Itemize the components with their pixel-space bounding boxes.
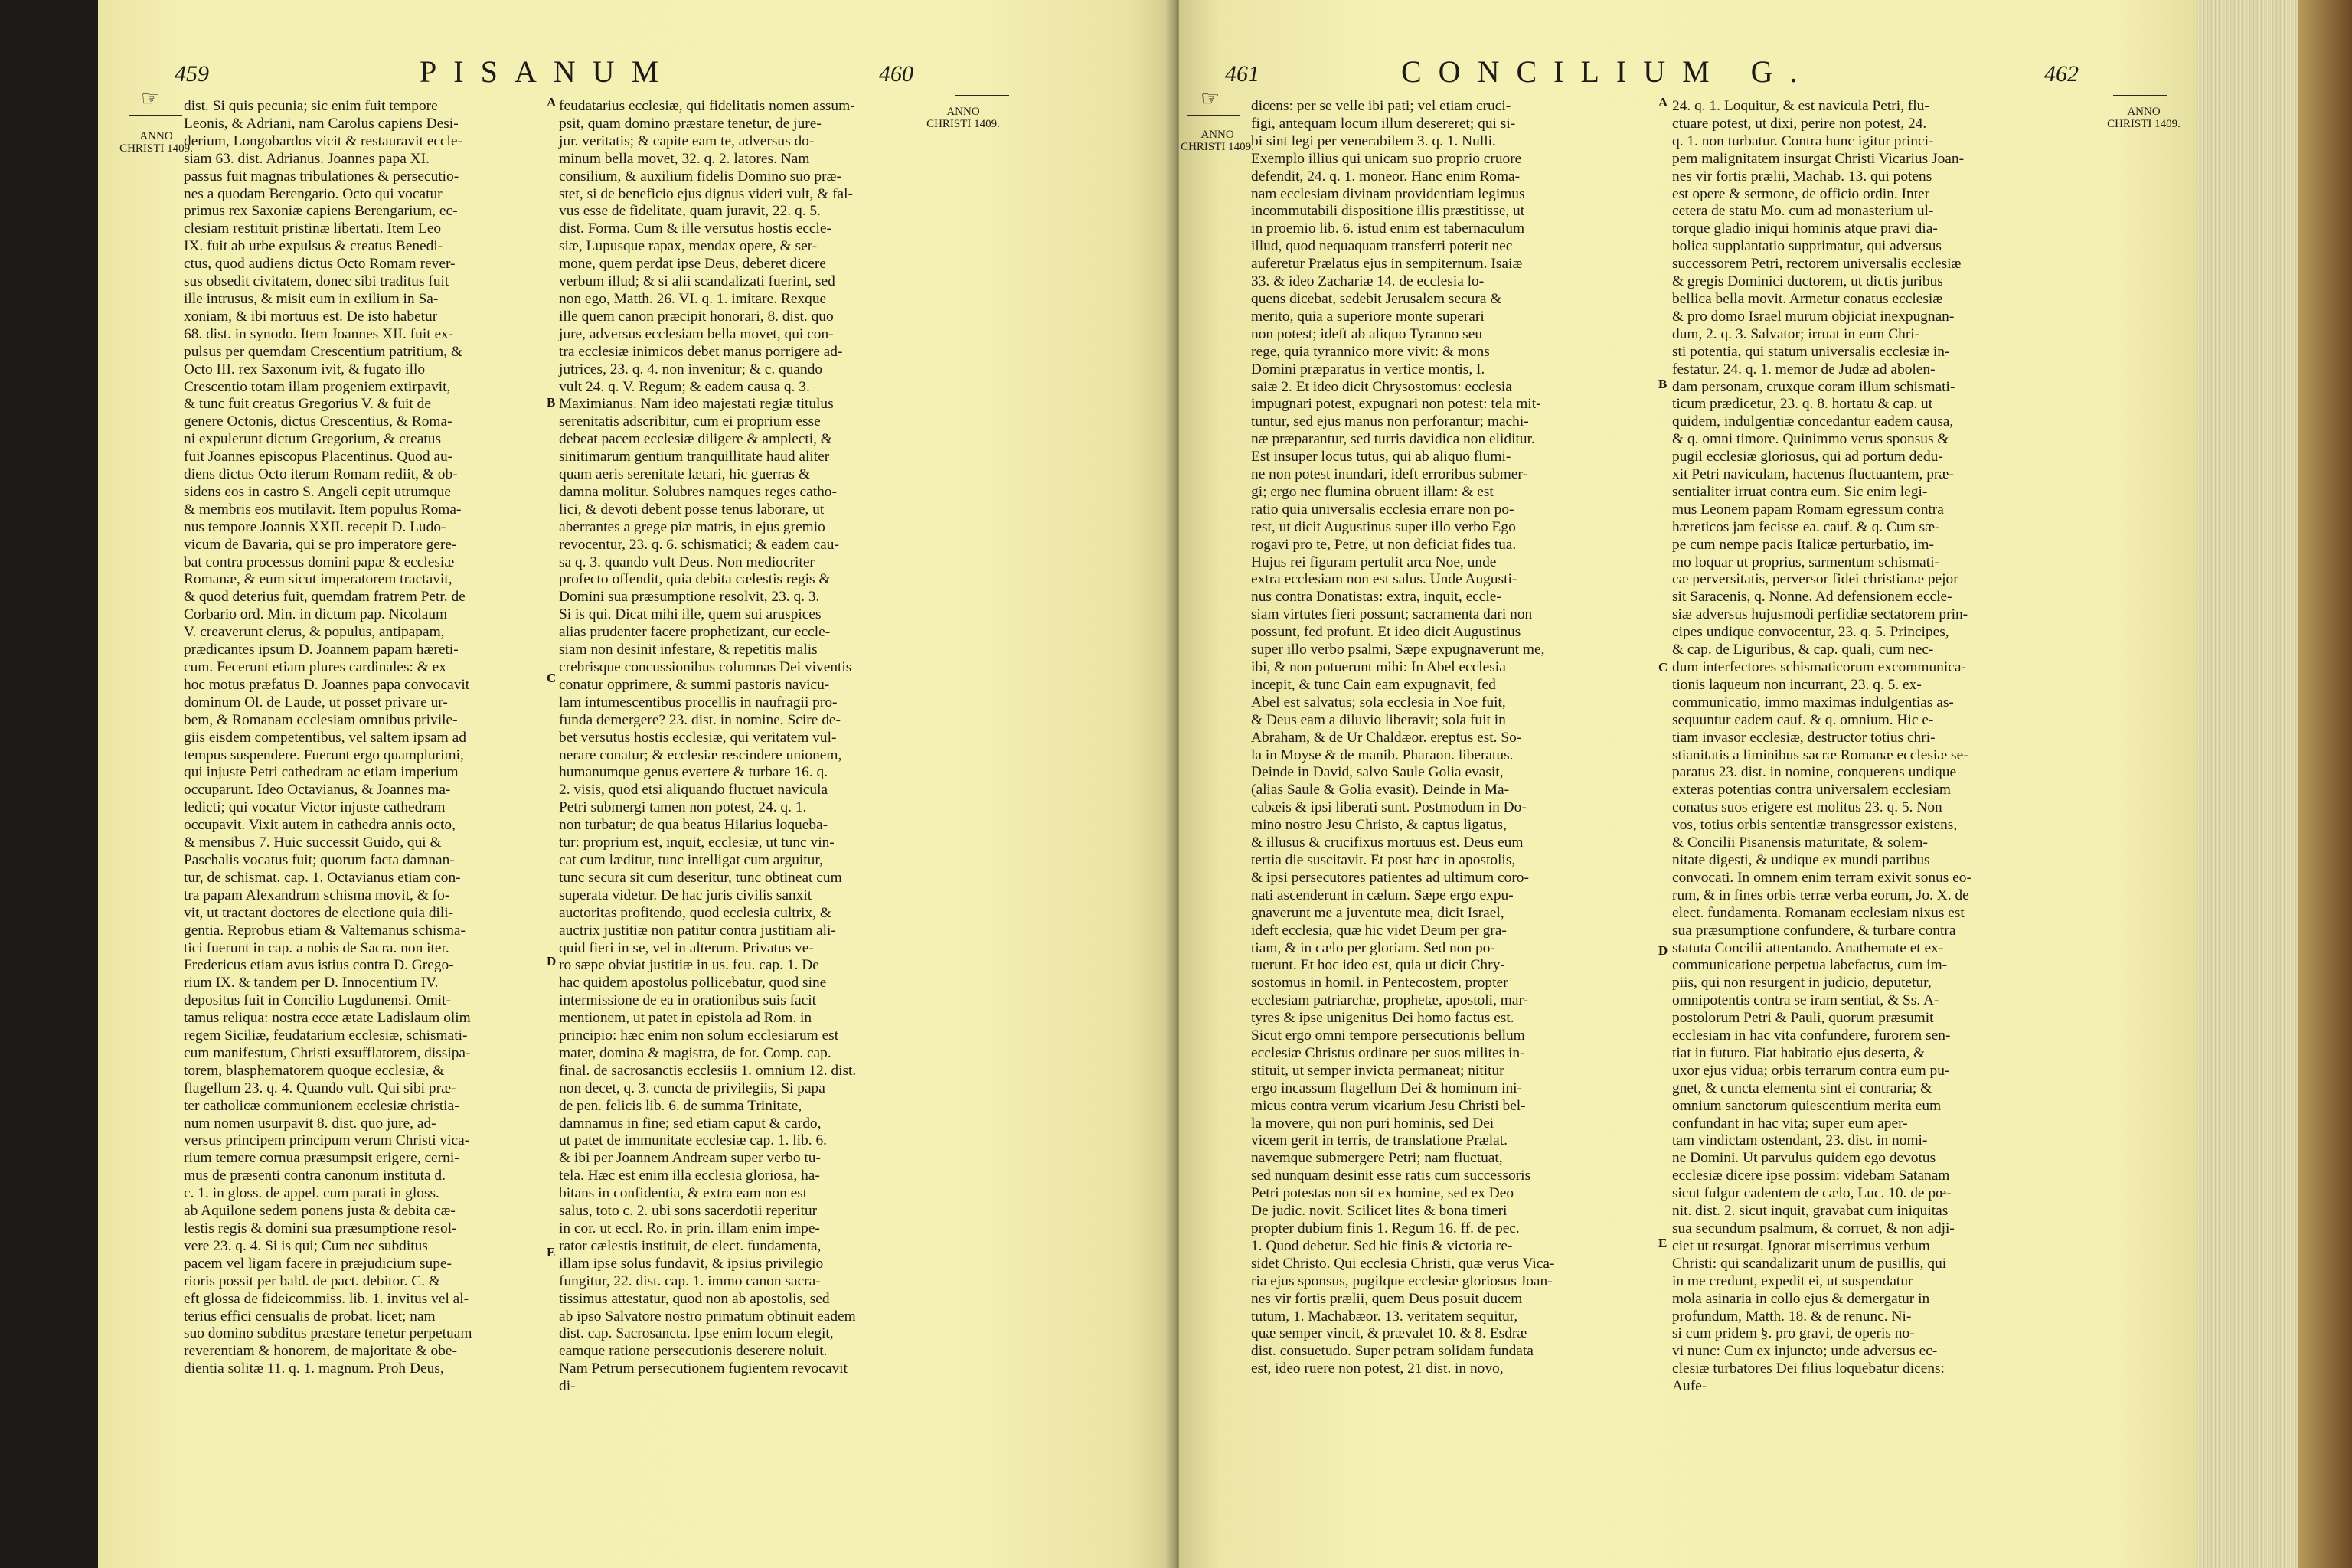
margin-note-anno-christi: ANNO CHRISTI 1409. [119, 130, 193, 155]
section-letter-b: B [547, 395, 556, 410]
left-page-number-a: 459 [175, 61, 209, 87]
margin-dash-right [956, 95, 1009, 96]
left-running-head: PISANUM [420, 54, 676, 89]
section-letter-e: E [547, 1245, 556, 1259]
margin-dash-left-right-page [1187, 115, 1240, 116]
right-running-head: CONCILIUM G. [1401, 54, 1815, 89]
section-letter-c: C [547, 671, 557, 685]
right-page [1179, 0, 2197, 1568]
section-letter-a-rp: A [1658, 95, 1668, 109]
section-letter-e-rp: E [1658, 1236, 1668, 1250]
margin-dash-left [129, 115, 182, 116]
section-letter-d: D [547, 954, 557, 969]
left-page-column-2: feudatarius ecclesiæ, qui fidelitatis nomen assum- psit, quam domino præstare tenetur, de jure- jur. veritatis; & capite eam te, adversus do- minum bella movet, 32. q. 2. latores. Nam consilium, & auxilium fidelis Domino suo præ- stet, si de beneficio ejus dignus videri vult, & fal- vus esse de fidelitate, quam juravit, 22. q. 5. dist. Forma. Cum & ille versutus hostis eccle- siæ, Lupusque rapax, mendax opere, & ser- mone, quem perdat ipse Deus, deberet dicere verbum illud; & si alii scandalizati fuerint, sed non ego, Matth. 26. VI. q. 1. imitare. Rexque ille quem canon præcipit honorari, 8. dist. quo jure, adversus ecclesiam bella movet, qui con- tra ecclesiæ inimicos debet manus porrigere ad- jutrices, 23. q. 4. non invenitur; & c. quando vult 24. q. V. Regum; & eadem causa q. 3. Maximianus. Nam ideo majestati regiæ titulus serenitatis adscribitur, cum ei proprium esse debeat pacem ecclesiæ diligere & amplecti, & sinitimarum gentium tranquillitate haud aliter quam aeris serenitate lætari, hic guerras & damna molitur. Solubres namques reges catho- lici, & devoti debent posse tenus laborare, ut aberrantes a grege piæ matris, in ejus gremio revocentur, 23. q. 6. schismatici; & eadem cau- sa q. 3. quando vult Deus. Non mediocriter profecto offendit, quia debita cælestis regis & Domini sua præsumptione resolvit, 23. q. 3. Si is qui. Dicat mihi ille, quem sui aruspices alias prudenter facere prophetizant, cur eccle- siam non desinit infestare, & repetitis malis crebrisque concussionibus columnas Dei viventis conatur opprimere, & summi pastoris navicu- lam intumescentibus procellis in naufragii pro- funda demergere? 23. dist. in nomine. Scire de- bet versutus hostis ecclesiæ, qui veritatem vul- nerare conatur; & ecclesiæ rescindere unionem, humanumque genus evertere & turbare 16. q. 2. visis, quod etsi aliquando fluctuet navicula Petri submergi tamen non potest, 24. q. 1. non turbatur; de qua beatus Hilarius loqueba- tur: proprium est, inquit, ecclesiæ, ut tunc vin- cat cum læditur, tunc intelligat cum arguitur, tunc secura sit cum deseritur, tunc obtineat cum superata videtur. De hac juris civilis sanxit auctoritas profitendo, quod ecclesia cultrix, & auctrix justitiæ non patitur contra justitiam ali- quid fieri in se, vel in alterum. Privatus ve- ro sæpe obviat justitiæ in us. feu. cap. 1. De hac quidem apostolus pollicebatur, quod sine intermissione de ea in orationibus suis facit mentionem, ut patet in epistola ad Rom. in principio: hæc enim non solum ecclesiarum est mater, domina & magistra, de for. Comp. cap. final. de sacrosanctis ecclesiis 1. omnium 12. dist. non decet, q. 3. cuncta de privilegiis, Si papa de pen. felicis lib. 6. de summa Trinitate, damnamus in fine; sed etiam caput & cardo, ut patet de immunitate ecclesiæ cap. 1. lib. 6. & ibi per Joannem Andream super verbo tu- tela. Hæc est enim illa ecclesia gloriosa, ha- bitans in confidentia, & extra eam non est salus, toto c. 2. ubi sons sacerdotii reperitur in cor. ut eccl. Ro. in prin. illam enim impe- rator cælestis instituit, de elect. fundamenta, illam ipse solus fundavit, & ipsius privilegio fungitur, 22. dist. cap. 1. immo canon sacra- tissimus attestatur, quod non ab apostolis, sed ab ipso Salvatore nostro primatum obtinuit eadem dist. cap. Sacrosancta. Ipse enim locum elegit, eamque ratione persecutionis deserere noluit. Nam Petrum persecutionem fugientem revocavit di- [559, 98, 857, 1395]
left-page-header [98, 54, 1173, 92]
left-page-column-1: dist. Si quis pecunia; sic enim fuit tempore Leonis, & Adriani, nam Carolus capiens Desi- derium, Longobardos vicit & restauravit eccle- siam 63. dist. Adrianus. Joannes papa XI. passus fuit magnas tribulationes & persecutio- nes a quodam Berengario. Octo qui vocatur primus rex Saxoniæ capiens Berengarium, ec- clesiam restituit pristinæ libertati. Item Leo IX. fuit ab urbe expulsus & creatus Benedi- ctus, quod audiens dictus Octo Romam rever- sus obsedit civitatem, donec sibi traditus fuit ille intrusus, & misit eum in exilium in Sa- xoniam, & ibi mortuus est. De isto habetur 68. dist. in synodo. Item Joannes XII. fuit ex- pulsus per quemdam Crescentium patritium, & Octo III. rex Saxonum ivit, & fugato illo Crescentio totam illam progeniem extirpavit, & tunc fuit creatus Gregorius V. & fuit de genere Octonis, dictus Crescentius, & Roma- ni expulerunt dictum Gregorium, & creatus fuit Joannes episcopus Placentinus. Quod au- diens dictus Octo iterum Romam rediit, & ob- sidens eos in castro S. Angeli cepit utrumque & membris eos mutilavit. Item populus Roma- nus tempore Joannis XXII. recepit D. Ludo- vicum de Bavaria, qui se pro imperatore gere- bat contra processus domini papæ & ecclesiæ Romanæ, & eum sicut imperatorem tractavit, & quod deterius fuit, quemdam fratrem Petr. de Corbario ord. Min. in dictum pap. Nicolaum V. creaverunt clerus, & populus, antipapam, prædicantes ipsum D. Joannem papam hæreti- cum. Fecerunt etiam plures cardinales: & ex hoc motus præfatus D. Joannes papa convocavit dominum Ol. de Laude, ut posset privare ur- bem, & Romanam ecclesiam omnibus privile- giis eisdem competentibus, vel saltem ipsam ad tempus suspendere. Fuerunt ergo quamplurimi, qui injuste Petri cathedram ac etiam imperium occuparunt. Ideo Octavianus, & Joannes ma- ledicti; qui vocatur Victor injuste cathedram occupavit. Vixit autem in cathedra annis octo, & mensibus 7. Huic successit Guido, qui & Paschalis vocatus fuit; quorum facta damnan- tur, de schismat. cap. 1. Octavianus etiam con- tra papam Alexandrum schisma movit, & fo- vit, ut tractant doctores de electione quia dili- gentia. Reprobus etiam & Valtemanus schisma- tici fuerunt in cap. a nobis de Sacra. non iter. Fredericus etiam avus istius contra D. Grego- rium IX. & tandem per D. Innocentium IV. depositus fuit in Concilio Lugdunensi. Omit- tamus reliqua: nostra ecce ætate Ladislaum olim regem Siciliæ, feudatarium ecclesiæ, schismati- cum manifestum, Christi exsufflatorem, dissipa- torem, blasphematorem quoque ecclesiæ, & flagellum 23. q. 4. Quando vult. Qui sibi præ- ter catholicæ communionem ecclesiæ christia- num nomen usurpavit 8. dist. quo jure, ad- versus principem principum verum Christi vica- rium temere cornua præsumpsit erigere, cerni- mus de præsenti contra canonum instituta d. c. 1. in gloss. de appel. cum parati in gloss. ab Aquilone sedem ponens justa & debita cæ- lestis regis & domini sua præsumptione resol- vere 23. q. 4. Si is qui; Cum nec subditus pacem vel ligam facere in præjudicium supe- rioris possit per bald. de pact. debitor. C. & eft glossa de fideicommiss. lib. 1. invitus vel al- terius effici censualis de probat. licet; nam suo domino subditus præstare tenetur perpetuam reverentiam & honorem, de majoritate & obe- dientia solitæ 11. q. 1. magnum. Proh Deus, [184, 98, 472, 1377]
section-letter-c-rp: C [1658, 660, 1668, 675]
pointing-hand-icon: ☞ [141, 87, 161, 111]
right-page-column-1: dicens: per se velle ibi pati; vel etiam cruci- figi, antequam locum illum desereret; qui si- bi sint legi per venerabilem 3. q. 1. Nulli. Exemplo illius qui unicam suo proprio cruore defendit, 24. q. 1. moneor. Hanc enim Roma- nam ecclesiam divinam providentiam legimus incommutabili dispositione illis præstitisse, ut in proemio lib. 6. istud enim est tabernaculum illud, quod nequaquam transferri poterit nec auferetur Prælatus ejus in sempiternum. Isaiæ 33. & ideo Zachariæ 14. de ecclesia lo- quens dicebat, sedebit Jerusalem secura & merito, quia a superiore monte superari non potest; ideft ab aliquo Tyranno seu rege, quia tyrannico more vivit: & mons Domini præparatus in vertice montis, I. saiæ 2. Et ideo dicit Chrysostomus: ecclesia impugnari potest, expugnari non potest: tela mit- tuntur, sed ejus manus non perforantur; machi- næ præparantur, sed turris davidica non eliditur. Est insuper locus tutus, qui ab aliquo flumi- ne non potest inundari, ideft erroribus submer- gi; ergo nec flumina obruent illam: & est ratio quia universalis ecclesia errare non po- test, ut dicit Augustinus super illo verbo Ego rogavi pro te, Petre, ut non deficiat fides tua. Hujus rei figuram pertulit arca Noe, unde extra ecclesiam non est salus. Unde Augusti- nus contra Donatistas: extra, inquit, eccle- siam virtutes fieri possunt; sacramenta dari non possunt, fed profunt. Et ideo dicit Augustinus super illo verbo psalmi, Sæpe expugnaverunt me, ibi, & non potuerunt mihi: In Abel ecclesia incepit, & tunc Cain eam expugnavit, fed Abel est salvatus; sola ecclesia in Noe fuit, & Deus eam a diluvio liberavit; sola fuit in Abraham, & de Ur Chaldæor. ereptus est. So- la in Moyse & de manib. Pharaon. liberatus. Deinde in David, salvo Saule Golia evasit, (alias Saule & Golia evasit). Deinde in Ma- cabæis & ipsi liberati sunt. Postmodum in Do- mino nostro Jesu Christo, & captus ligatus, & illusus & crucifixus mortuus est. Deus eum tertia die suscitavit. Et post hæc in apostolis, & ipsi persecutores patientes ad ultimum coro- nati ascenderunt in cælum. Sæpe ergo expu- gnaverunt me a juventute mea, dicit Israel, ideft ecclesia, quæ hic videt Deum per gra- tiam, & in cælo per gloriam. Sed non po- tuerunt. Et hoc ideo est, quia ut dicit Chry- sostomus in homil. in Pentecostem, propter ecclesiam patriarchæ, prophetæ, apostoli, mar- tyres & ipse unigenitus Dei homo factus est. Sicut ergo omni tempore persecutionis bellum ecclesiæ Christus ordinare per suos milites in- stituit, ut semper invicta permaneat; nititur ergo incassum flagellum Dei & hominum ini- micus contra verum vicarium Jesu Christi bel- la movere, qui non puri hominis, sed Dei vicem gerit in terris, de translatione Prælat. navemque submergere Petri; nam fluctuat, sed nunquam desinit esse ratis cum successoris Petri potestas non sit ex homine, sed ex Deo De judic. novit. Scilicet lites & bona timeri propter dubium finis 1. Regum 16. ff. de pec. 1. Quod debetur. Sed hic finis & victoria re- sidet Christo. Qui ecclesia Christi, quæ verus Vica- ria ejus sponsus, pugilque ecclesiæ gloriosus Joan- nes vir fortis prælii, quem Deus posuit ducem tutum, 1. Machabæor. 13. veritatem sequitur, quæ semper vincit, & prævalet 10. & 8. Esdræ dist. consuetudo. Super petram solidam fundata est, ideo ruere non potest, 21 dist. in novo, [1251, 98, 1555, 1377]
right-page-number-a: 461 [1225, 61, 1259, 87]
margin-dash-right-right-page [2113, 95, 2167, 96]
pointing-hand-icon-right: ☞ [1200, 87, 1220, 111]
right-page-header [1179, 54, 2197, 92]
section-letter-d-rp: D [1658, 943, 1668, 958]
left-page [98, 0, 1173, 1568]
left-page-number-b: 460 [879, 61, 913, 87]
section-letter-b-rp: B [1658, 377, 1668, 391]
margin-note-anno-christi-rp-right: ANNO CHRISTI 1409. [2107, 106, 2180, 130]
right-page-column-2: 24. q. 1. Loquitur, & est navicula Petri, flu- ctuare potest, ut dixi, perire non potest, 24. q. 1. non turbatur. Contra hunc igitur princi- pem malignitatem insurgat Christi Vicarius Joan- nes vir fortis prælii, Machab. 13. qui potens est opere & sermone, de officio ordin. Inter cetera de statu Mo. cum ad monasterium ul- torque gladio iniqui hominis atque pravi dia- bolica supplantatio supprimatur, qui adversus successorem Petri, rectorem universalis ecclesiæ & gregis Dominici ductorem, ut dictis juribus bellica bella movit. Armetur conatus ecclesiæ & pro domo Israel murum objiciat inexpugnan- dum, 2. q. 3. Salvator; irruat in eum Chri- sti potentia, qui statum universalis ecclesiæ in- festatur. 24. q. 1. memor de Judæ ad abolen- dam personam, cruxque coram illum schismati- ticum prædicetur, 23. q. 8. hortatu & cap. ut quidem, indulgentiæ concedantur eadem causa, & q. omni timore. Quinimmo verus sponsus & pugil ecclesiæ gloriosus, qui ad portum dedu- xit Petri naviculam, hactenus fluctuantem, præ- sentialiter irruat contra eum. Sic enim legi- mus Leonem papam Romam egressum contra hæreticos jam fecisse ea. cauf. & q. Cum sæ- pe cum nempe pacis Italicæ perturbatio, im- mo loquar ut proprius, sarmentum schismati- cæ perversitatis, perversor fidei christianæ pejor sit Saracenis, q. Nonne. Ad defensionem eccle- siæ adversus hujusmodi perfidiæ sectatorem prin- cipes undique convocentur, 23. q. 5. Principes, & cap. de Liguribus, & cap. quali, cum nec- dum interfectores schismaticorum excommunica- tionis laqueum non incurrant, 23. q. 5. ex- communicatio, immo maximas indulgentias as- sequuntur eadem cauf. & q. omnium. Hic e- tiam invasor ecclesiæ, destructor totius chri- stianitatis a liminibus sacræ Romanæ ecclesiæ se- paratus 23. dist. in nomine, conquerens undique exteras potentias contra universalem ecclesiam conatus suos erigere est molitus 23. q. 5. Non vos, totius orbis sententiæ transgressor existens, & Concilii Pisanensis maturitate, & solem- nitate digesti, & undique ex mundi partibus convocati. In omnem enim terram exivit sonus eo- rum, & in fines orbis terræ verba eorum, Jo. X. de elect. fundamenta. Romanam ecclesiam nixus est sua præsumptione confundere, & turbare contra statuta Concilii attentando. Anathemate et ex- communicatione perpetua labefactus, cum im- piis, qui non resurgent in judicio, deputetur, omnipotentis contra se iram sentiat, & Ss. A- postolorum Petri & Pauli, quorum præsumit ecclesiam in hac vita confundere, furorem sen- tiat in futuro. Fiat habitatio ejus deserta, & uxor ejus vidua; orbis terrarum contra eum pu- gnet, & cuncta elementa sint ei contraria; & omnium sanctorum quiescentium merita eum confundant in hac vita; super eum aper- tam vindictam ostendant, 23. dist. in nomi- ne Domini. Ut parvulus quidem ego devotus ecclesiæ dicere ipse possim: videbam Satanam sicut fulgur cadentem de cælo, Luc. 10. de pœ- nit. dist. 2. sicut inquit, gravabat cum iniquitas sua secundum psalmum, & corruet, & non adji- ciet ut resurgat. Ignorat miserrimus verbum Christi: qui scandalizarit unum de pusillis, qui in me credunt, expedit ei, ut suspendatur mola asinaria in collo ejus & demergatur in profundum, Matth. 18. & de renunc. Ni- si cum pridem §. pro gravi, de operis no- vi nunc: Cum ex injuncto; unde adversus ec- clesiæ turbatores Dei filius loquebatur dicens: Aufe- [1672, 98, 1971, 1395]
right-page-number-b: 462 [2044, 61, 2079, 87]
margin-note-anno-christi-right: ANNO CHRISTI 1409. [926, 106, 1000, 130]
section-letter-a: A [547, 95, 557, 109]
margin-note-anno-christi-rp: ANNO CHRISTI 1409. [1181, 129, 1254, 153]
page-edges-and-cover [2197, 0, 2352, 1568]
